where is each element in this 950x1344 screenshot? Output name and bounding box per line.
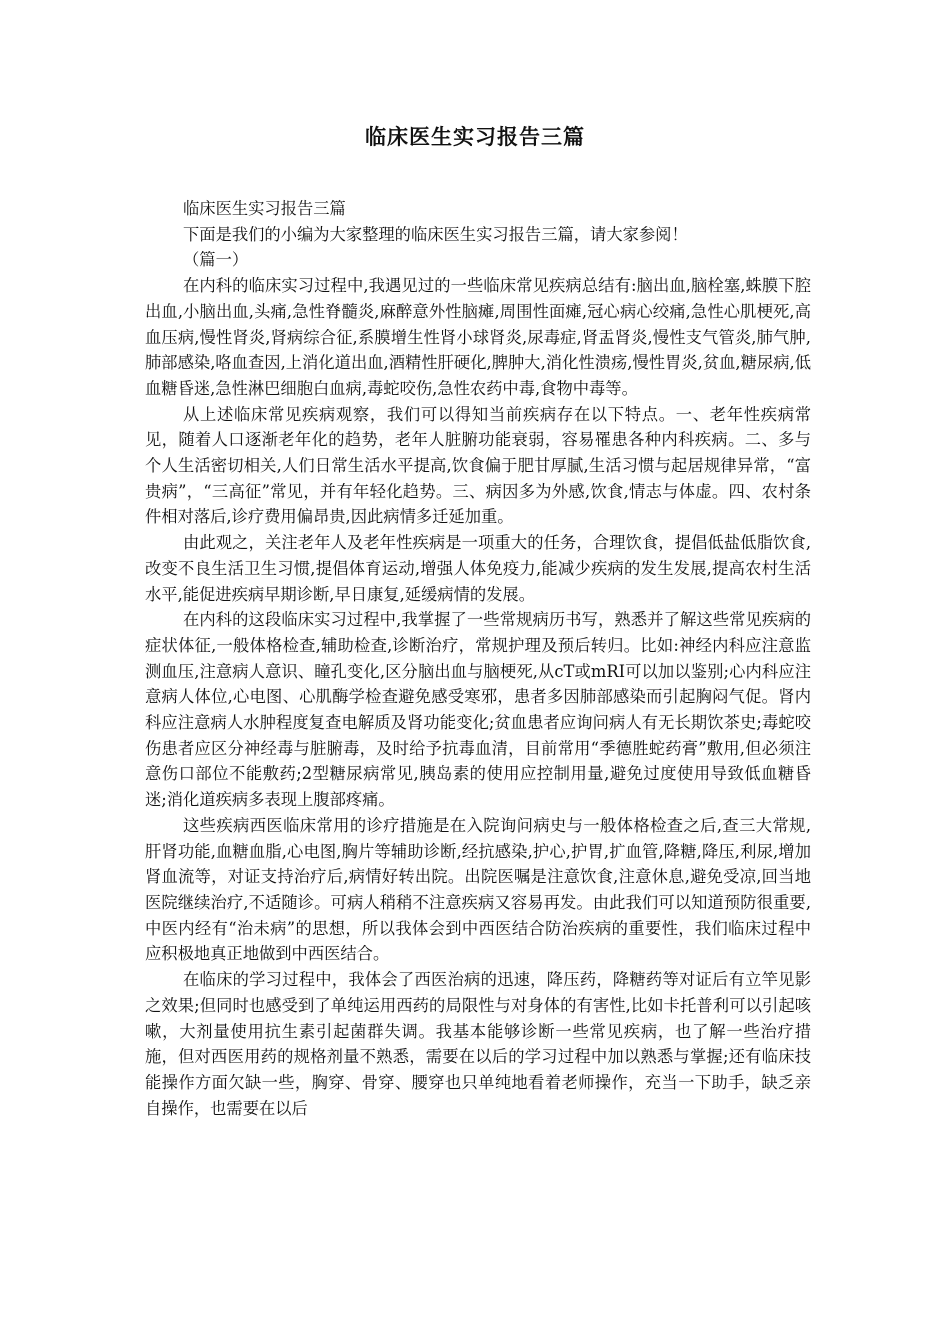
section-label: （篇一） [183,250,249,270]
paragraph-6: 在临床的学习过程中，我体会了西医治病的迅速，降压药，降糖药等对证后有立竿见影之效果;但同时也感受到了单纯运用西药的局限性与对身体的有害性,比如卡托普利可以引起咳嗽，大剂量使用抗生素引起菌群失调。我基本能够诊断一些常见疾病，也了解一些治疗措施，但对西医用药的规格剂量不熟悉，需要在以后的学习过程中加以熟悉与掌握;还有临床技能操作方面欠缺一些，胸穿、骨穿、腰穿也只单纯地看着老师操作，充当一下助手，缺乏亲自操作，也需要在以后 [145,970,811,1118]
document-body [145,196,811,1121]
paragraph-5: 这些疾病西医临床常用的诊疗措施是在入院询问病史与一般体格检查之后,查三大常规,肝肾功能,血糖血脂,心电图,胸片等辅助诊断,经抗感染,护心,护胃,扩血管,降糖,降压,利尿,增加肾血流等，对证支持治疗后,病情好转出院。出院医嘱是注意饮食,注意休息,避免受凉,回当地医院继续治疗,不适随诊。可病人稍稍不注意疾病又容易再发。由此我们可以知道预防很重要,中医内经有“治未病”的思想，所以我体会到中西医结合防治疾病的重要性，我们临床过程中应积极地真正地做到中西医结合。 [145,815,811,964]
paragraph-3: 由此观之，关注老年人及老年性疾病是一项重大的任务，合理饮食，提倡低盐低脂饮食,改变不良生活卫生习惯,提倡体育运动,增强人体免疫力,能减少疾病的发生发展,提高农村生活水平,能促进疾病早期诊断,早日康复,延缓病情的发展。 [145,533,811,604]
paragraph-4: 在内科的这段临床实习过程中,我掌握了一些常规病历书写，熟悉并了解这些常见疾病的症状体征,一般体格检查,辅助检查,诊断治疗，常规护理及预后转归。比如:神经内科应注意监测血压,注意病人意识、瞳孔变化,区分脑出血与脑梗死,从cT或mRI可以加以鉴别;心内科应注意病人体位,心电图、心肌酶学检查避免感受寒邪，患者多因肺部感染而引起胸闷气促。肾内科应注意病人水肿程度复查电解质及肾功能变化;贫血患者应询问病人有无长期饮茶史;毒蛇咬伤患者应区分神经毒与脏腑毒，及时给予抗毒血清，目前常用“季德胜蛇药膏”敷用,但必须注意伤口部位不能敷药;2型糖尿病常见,胰岛素的使用应控制用量,避免过度使用导致低血糖昏迷;消化道疾病多表现上腹部疼痛。 [145,610,811,810]
intro-line: 下面是我们的小编为大家整理的临床医生实习报告三篇，请大家参阅！ [183,224,688,244]
document-subtitle: 临床医生实习报告三篇 [183,199,346,218]
paragraph-2: 从上述临床常见疾病观察，我们可以得知当前疾病存在以下特点。一、老年性疾病常见，随着人口逐渐老年化的趋势，老年人脏腑功能衰弱，容易罹患各种内科疾病。二、多与个人生活密切相关,人们日常生活水平提高,饮食偏于肥甘厚腻,生活习惯与起居规律异常，“富贵病”，“三高征”常见，并有年轻化趋势。三、病因多为外感,饮食,情志与体虚。四、农村条件相对落后,诊疗费用偏昂贵,因此病情多迁延加重。 [145,404,811,527]
document-title: 临床医生实习报告三篇 [365,125,585,149]
paragraph-1: 在内科的临床实习过程中,我遇见过的一些临床常见疾病总结有:脑出血,脑栓塞,蛛膜下腔出血,小脑出血,头痛,急性脊髓炎,麻醉意外性脑瘫,周围性面瘫,冠心病心绞痛,急性心肌梗死,高血压病,慢性肾炎,肾病综合征,系膜增生性肾小球肾炎,尿毒症,肾盂肾炎,慢性支气管炎,肺气肿,肺部感染,咯血查因,上消化道出血,酒精性肝硬化,脾肿大,消化性溃疡,慢性胃炎,贫血,糖尿病,低血糖昏迷,急性淋巴细胞白血病,毒蛇咬伤,急性农药中毒,食物中毒等。 [145,276,811,398]
